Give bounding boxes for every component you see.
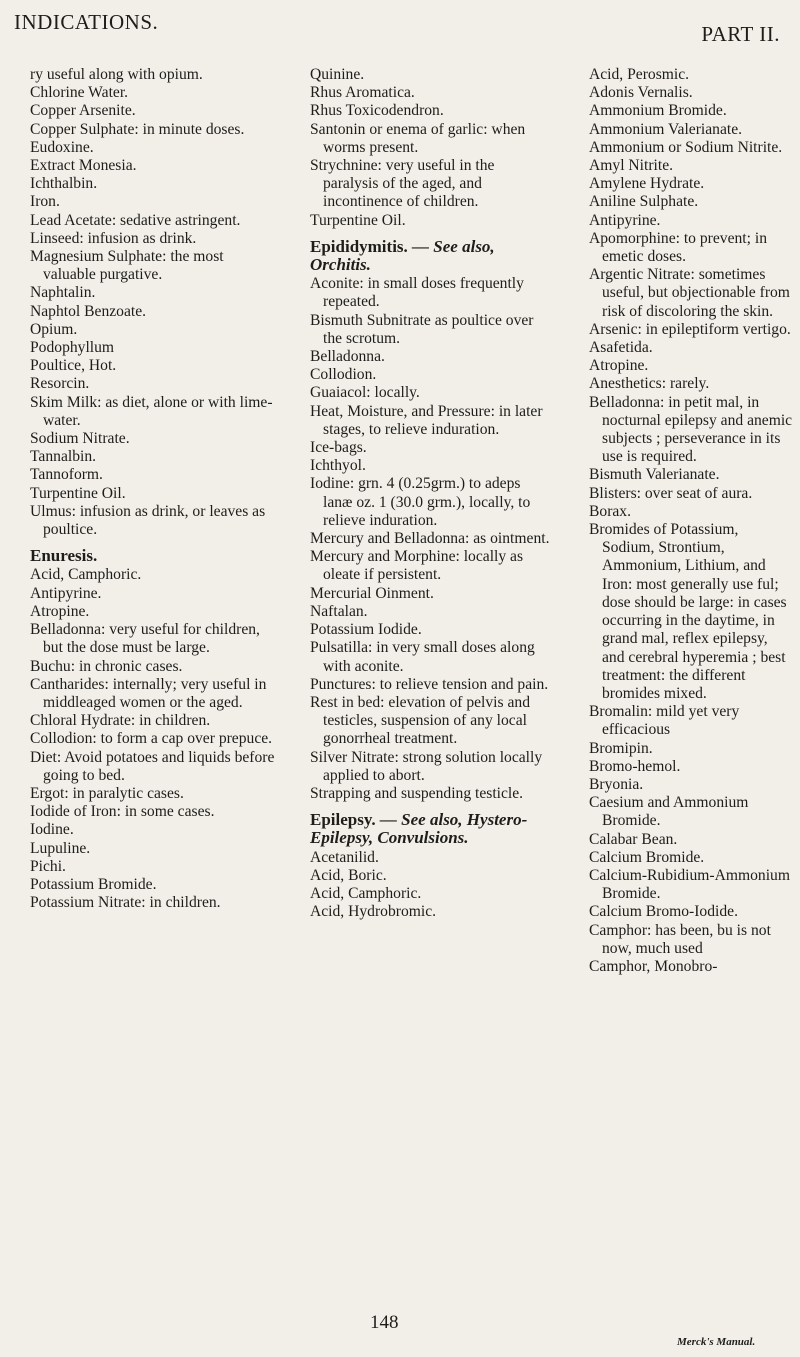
remedy-entry: Ichthyol.: [310, 457, 366, 475]
remedy-entry: Iodide of Iron: in some cases.: [30, 803, 215, 821]
section-heading: [310, 238, 550, 274]
remedy-entry: Lead Acetate: sedative astringent.: [30, 211, 241, 229]
remedy-entry: Strapping and suspending testicle.: [310, 784, 524, 802]
remedy-entry: Potassium Iodide.: [310, 621, 422, 639]
remedy-entry: Poultice, Hot.: [30, 357, 117, 375]
remedy-entry: Podophyllum: [30, 339, 115, 357]
remedy-entry: Bromalin: mild yet very efficacious: [589, 703, 740, 739]
remedy-entry: Iodine.: [30, 821, 74, 839]
remedy-entry: Potassium Nitrate: in children.: [30, 894, 221, 912]
remedy-entry: Buchu: in chronic cases.: [30, 657, 183, 675]
remedy-entry: Calcium-Rubidium-Ammonium Bromide.: [589, 866, 790, 903]
remedy-entry: Arsenic: in epileptiform vertigo.: [589, 320, 791, 338]
remedy-entry: Acetanilid.: [310, 848, 379, 866]
remedy-entry: Mercury and Belladonna: as ointment.: [310, 530, 550, 548]
remedy-entry: Iodine: grn. 4 (0.25grm.) to adeps lanæ oz. 1 (30.0 grm.), locally, to relieve induration.: [310, 475, 531, 529]
remedy-entry: Bryonia.: [589, 775, 644, 793]
remedy-entry: Amylene Hydrate.: [589, 175, 705, 193]
column-2: [310, 66, 550, 921]
remedy-entry: Bismuth Subnitrate as poultice over the scrotum.: [310, 311, 534, 347]
remedy-entry: Naftalan.: [310, 602, 368, 620]
remedy-entry: Argentic Nitrate: sometimes useful, but objectionable from risk of discoloring the skin.: [589, 266, 790, 320]
remedy-entry: Bismuth Valerianate.: [589, 466, 720, 484]
remedy-entry: Quinine.: [310, 66, 365, 83]
remedy-entry: Turpentine Oil.: [310, 211, 406, 229]
running-head-right: PART II.: [701, 22, 780, 46]
remedy-entry: Opium.: [30, 320, 78, 338]
remedy-entry: Acid, Perosmic.: [589, 66, 690, 83]
column-1: [30, 66, 276, 912]
remedy-entry: Camphor, Monobro-: [589, 957, 718, 975]
remedy-entry: Magnesium Sulphate: the most valuable purgative.: [30, 248, 224, 284]
remedy-entry: Pulsatilla: in very small doses along with aconite.: [310, 639, 535, 675]
remedy-entry: Camphor: has been, bu is not now, much used: [589, 921, 771, 957]
remedy-entry: Diet: Avoid potatoes and liquids before going to bed.: [30, 748, 275, 784]
remedy-entry: Belladonna: in petit mal, in nocturnal epilepsy and anemic subjects ; perseverance in its use is required.: [589, 393, 793, 466]
remedy-entry: Cantharides: internally; very useful in middleaged women or the aged.: [30, 675, 267, 711]
remedy-entry: Bromo-hemol.: [589, 757, 681, 775]
column-3: [589, 66, 794, 976]
remedy-entry: Acid, Hydrobromic.: [310, 903, 437, 921]
remedy-entry: Santonin or enema of garlic: when worms present.: [310, 120, 526, 156]
running-head-left: INDICATIONS.: [14, 10, 159, 34]
remedy-entry: Chlorine Water.: [30, 84, 129, 102]
remedy-entry: Acid, Boric.: [310, 866, 387, 884]
remedy-entry: Ichthalbin.: [30, 175, 98, 193]
remedy-entry: Naphtalin.: [30, 284, 96, 302]
remedy-entry: Strychnine: very useful in the paralysis of the aged, and incontinence of children.: [310, 157, 495, 211]
remedy-entry: Linseed: infusion as drink.: [30, 229, 197, 247]
remedy-entry: Anesthetics: rarely.: [589, 375, 710, 393]
remedy-entry: Adonis Vernalis.: [589, 84, 693, 102]
remedy-entry: Bromipin.: [589, 739, 653, 757]
remedy-entry: Skim Milk: as diet, alone or with lime-water.: [30, 393, 273, 429]
remedy-entry: Aniline Sulphate.: [589, 193, 699, 211]
remedy-entry: Ammonium Bromide.: [589, 102, 727, 120]
remedy-entry: Turpentine Oil.: [30, 484, 126, 502]
remedy-entry: Blisters: over seat of aura.: [589, 484, 753, 502]
remedy-entry: Acid, Camphoric.: [30, 566, 142, 584]
remedy-entry: Extract Monesia.: [30, 157, 137, 175]
remedy-entry: Caesium and Ammonium Bromide.: [589, 794, 749, 830]
remedy-entry: Punctures: to relieve tension and pain.: [310, 675, 549, 693]
remedy-entry: Heat, Moisture, and Pressure: in later stages, to relieve induration.: [310, 402, 543, 438]
heading-text: Enuresis.: [30, 546, 98, 566]
remedy-entry: Tannoform.: [30, 466, 103, 484]
remedy-entry: Sodium Nitrate.: [30, 430, 130, 448]
remedy-entry: Calcium Bromide.: [589, 848, 705, 866]
section-heading: [310, 811, 550, 847]
remedy-entry: Collodion: to form a cap over prepuce.: [30, 730, 273, 748]
see-also-reference: — See also, Hystero-Epilepsy, Convulsions.: [310, 810, 528, 848]
remedy-entry: Guaiacol: locally.: [310, 384, 420, 402]
remedy-entry: Ammonium or Sodium Nitrite.: [589, 138, 783, 156]
remedy-entry: Chloral Hydrate: in children.: [30, 712, 211, 730]
remedy-entry: Mercury and Morphine: locally as oleate if persistent.: [310, 548, 524, 584]
footer-mark: Merck's Manual.: [677, 1336, 756, 1348]
remedy-entry: Collodion.: [310, 366, 377, 384]
heading-text: Epididymitis.: [310, 236, 408, 256]
remedy-entry: Atropine.: [589, 357, 649, 375]
remedy-entry: Tannalbin.: [30, 448, 97, 466]
remedy-entry: Bromides of Potassium, Sodium, Strontium, Ammonium, Lithium, and Iron: most generally use ful; dose should be large: in cases occurring in the daytime, in grand mal, reflex epilepsy, and cerebral hyperemia ; best treatment: the different bromides mixed.: [589, 521, 787, 702]
remedy-entry: Aconite: in small doses frequently repeated.: [310, 275, 524, 311]
remedy-entry: Ergot: in paralytic cases.: [30, 784, 184, 802]
remedy-entry: Naphtol Benzoate.: [30, 302, 147, 320]
remedy-entry: Lupuline.: [30, 839, 91, 857]
remedy-entry: Antipyrine.: [589, 211, 661, 229]
remedy-entry: Ammonium Valerianate.: [589, 120, 743, 138]
heading-text: Epilepsy.: [310, 810, 376, 830]
remedy-entry: Copper Sulphate: in minute doses.: [30, 120, 245, 138]
remedy-entry: Potassium Bromide.: [30, 875, 157, 893]
remedy-entry: Iron.: [30, 193, 60, 211]
remedy-entry: Silver Nitrate: strong solution locally applied to abort.: [310, 748, 543, 784]
remedy-entry: Calabar Bean.: [589, 830, 678, 848]
remedy-entry: Rest in bed: elevation of pelvis and testicles, suspension of any local gonorrheal treatment.: [310, 693, 530, 748]
remedy-entry: Mercurial Oinment.: [310, 584, 434, 602]
remedy-entry: Asafetida.: [589, 339, 653, 357]
remedy-entry: Ulmus: infusion as drink, or leaves as poultice.: [30, 502, 266, 539]
remedy-entry: Atropine.: [30, 602, 90, 620]
remedy-entry: Rhus Toxicodendron.: [310, 102, 444, 120]
remedy-entry: Belladonna: very useful for children, but the dose must be large.: [30, 621, 260, 657]
remedy-entry: Belladonna.: [310, 348, 385, 366]
remedy-entry: Eudoxine.: [30, 138, 94, 156]
remedy-entry: Resorcin.: [30, 375, 90, 393]
remedy-entry: ry useful along with opium.: [30, 66, 203, 83]
remedy-entry: Copper Arsenite.: [30, 102, 136, 120]
remedy-entry: Antipyrine.: [30, 584, 102, 602]
see-also-reference: — See also, Orchitis.: [310, 236, 495, 275]
remedy-entry: Amyl Nitrite.: [589, 157, 674, 175]
remedy-entry: Calcium Bromo-Iodide.: [589, 903, 738, 921]
remedy-entry: Rhus Aromatica.: [310, 84, 415, 102]
remedy-entry: Borax.: [589, 502, 632, 520]
remedy-entry: Apomorphine: to prevent; in emetic doses.: [589, 229, 767, 266]
section-heading: [30, 547, 276, 565]
remedy-entry: Ice-bags.: [310, 439, 367, 457]
remedy-entry: Acid, Camphoric.: [310, 884, 422, 902]
page-number: 148: [370, 1312, 399, 1333]
remedy-entry: Pichi.: [30, 857, 66, 875]
